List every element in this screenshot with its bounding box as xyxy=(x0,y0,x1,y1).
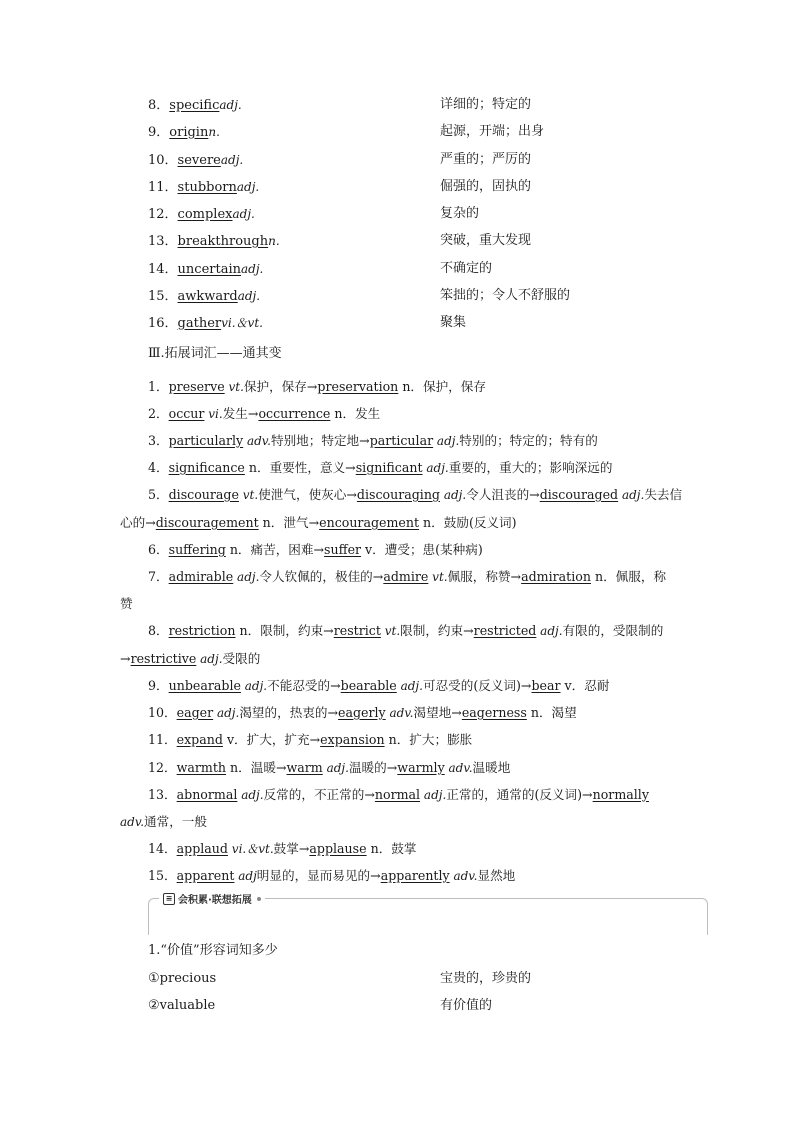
ext-word: abnormal xyxy=(176,787,238,802)
ext-text: 9． xyxy=(148,678,169,693)
ext-text: 11． xyxy=(148,732,177,747)
vocab-pos: adj. xyxy=(219,98,242,112)
vocab-number: 13． xyxy=(148,234,178,249)
ext-word: warm xyxy=(286,760,323,775)
tip-box xyxy=(148,893,708,935)
vocab-term xyxy=(148,150,243,171)
ext-line xyxy=(120,754,680,782)
ext-text: adj. xyxy=(396,679,423,693)
assoc-title: 1.“价值”形容词知多少 xyxy=(148,943,278,958)
ext-word: suffer xyxy=(324,542,362,557)
ext-text: n．重要性，意义→ xyxy=(244,460,356,475)
vocab-number: 14． xyxy=(148,262,178,277)
vocab-pos: adj. xyxy=(241,262,264,276)
vocab-number: 10． xyxy=(148,153,178,168)
ext-text: adv. xyxy=(444,761,473,775)
ext-text: adv. xyxy=(120,815,145,829)
ext-line xyxy=(120,400,680,428)
ext-line xyxy=(120,645,680,673)
ext-text: 鼓掌→ xyxy=(273,841,310,856)
assoc-row xyxy=(148,969,668,989)
ext-word: particularly xyxy=(168,433,244,448)
vocab-word: uncertain xyxy=(177,262,241,277)
ext-line xyxy=(120,509,680,536)
ext-line xyxy=(120,617,680,645)
vocab-word: origin xyxy=(169,125,209,140)
vocab-pos: adj. xyxy=(236,180,260,194)
ext-line xyxy=(120,454,680,482)
vocab-meaning: 倔强的，固执的 xyxy=(440,179,532,194)
ext-text: n．限制，约束→ xyxy=(235,623,334,638)
ext-text: 渴望的，热衷的→ xyxy=(239,705,339,720)
ext-line xyxy=(120,808,680,836)
vocab-meaning: 笨拙的；令人不舒服的 xyxy=(440,288,571,303)
ext-text: 温暖的→ xyxy=(348,760,398,775)
ext-text: 佩服，称赞→ xyxy=(447,569,522,584)
ext-line xyxy=(120,563,680,591)
ext-text: 特别地；特定地→ xyxy=(270,433,370,448)
ext-text: adj. xyxy=(420,788,447,802)
ext-text: 7． xyxy=(148,569,169,584)
ext-line xyxy=(120,781,680,809)
ext-text: adj. xyxy=(322,761,349,775)
ext-text: n．扩大；膨胀 xyxy=(384,732,473,747)
ext-text: 显然地 xyxy=(477,868,516,883)
ext-text: v．遭受；患(某种病) xyxy=(361,542,483,557)
ext-text: 渴望地→ xyxy=(413,705,462,720)
vocab-number: 8． xyxy=(148,98,170,113)
ext-word: expansion xyxy=(320,732,385,747)
ext-text: n．温暖→ xyxy=(226,760,287,775)
ext-text: 12． xyxy=(148,760,177,775)
ext-text: 特别的；特定的；特有的 xyxy=(459,433,598,448)
vocab-term xyxy=(148,177,259,198)
ext-line xyxy=(120,373,680,401)
vocab-number: 12． xyxy=(148,207,178,222)
ext-line xyxy=(120,672,680,700)
ext-word: restrictive xyxy=(130,651,197,666)
vocab-term xyxy=(148,286,260,307)
vocab-meaning: 起源，开端；出身 xyxy=(440,124,545,139)
ext-text: 不能忍受的→ xyxy=(267,678,341,693)
ext-text: adj xyxy=(234,869,257,883)
vocab-meaning: 不确定的 xyxy=(440,261,493,276)
ext-text: 令人钦佩的，极佳的→ xyxy=(259,569,384,584)
ext-text: n．泄气→ xyxy=(258,515,320,530)
vocab-word: gather xyxy=(177,316,222,331)
ext-text: adj. xyxy=(233,570,260,584)
ext-text: 1． xyxy=(148,379,169,394)
ext-word: eager xyxy=(176,705,214,720)
vocab-number: 9． xyxy=(148,125,170,140)
ext-text: 心的→ xyxy=(120,515,156,530)
ext-text: 13． xyxy=(148,787,177,802)
ext-word: restrict xyxy=(333,623,381,638)
ext-text: 使泄气，使灰心→ xyxy=(258,487,357,502)
vocab-row xyxy=(148,95,668,115)
vocab-pos: adj. xyxy=(220,153,244,167)
ext-text: vi.＆vt. xyxy=(227,842,274,856)
vocab-word: severe xyxy=(177,153,221,168)
ext-word: discouraging xyxy=(356,487,440,502)
ext-word: applause xyxy=(309,841,367,856)
ext-word: warmth xyxy=(176,760,227,775)
ext-word: admirable xyxy=(168,569,234,584)
ext-text: 5． xyxy=(148,487,169,502)
ext-text: 通常，一般 xyxy=(144,814,207,829)
ext-word: occur xyxy=(168,406,205,421)
ext-text: adj. xyxy=(240,679,268,693)
vocab-term xyxy=(148,204,255,225)
ext-word: preserve xyxy=(168,379,225,394)
vocab-meaning: 复杂的 xyxy=(440,206,480,221)
ext-text: 明显的，显而易见的→ xyxy=(256,868,381,883)
vocab-row xyxy=(148,286,668,306)
ext-word: restriction xyxy=(168,623,236,638)
ext-text: 6． xyxy=(148,542,169,557)
ext-text: 2． xyxy=(148,406,169,421)
ext-text: adj. xyxy=(422,461,449,475)
vocab-meaning: 聚集 xyxy=(440,315,467,330)
ext-text: vt. xyxy=(428,570,448,584)
ext-text: 令人沮丧的→ xyxy=(466,487,540,502)
vocab-word: awkward xyxy=(177,289,238,304)
ext-text: n．痛苦，困难→ xyxy=(225,542,325,557)
ext-word: eagerly xyxy=(338,705,386,720)
ext-text: 3． xyxy=(148,433,169,448)
vocab-term xyxy=(148,122,220,143)
ext-text: adj. xyxy=(440,488,467,502)
ext-text: 重要的，重大的；影响深远的 xyxy=(448,460,613,475)
vocab-meaning: 详细的；特定的 xyxy=(440,97,532,112)
ext-text: 4． xyxy=(148,460,169,475)
ext-text: 正常的，通常的(反义词)→ xyxy=(446,787,593,802)
assoc-meaning: 宝贵的，珍贵的 xyxy=(440,971,532,986)
ext-word: discouragement xyxy=(155,515,259,530)
ext-text: vt. xyxy=(380,624,401,638)
ext-text: 失去信 xyxy=(644,487,683,502)
ext-text: adv. xyxy=(449,869,478,883)
ext-word: bear xyxy=(531,678,561,693)
assoc-word: ②valuable xyxy=(148,998,216,1013)
ext-text: n．保护，保存 xyxy=(398,379,486,394)
ext-line xyxy=(120,835,680,863)
ext-text: n．佩服，称 xyxy=(590,569,667,584)
vocab-pos: adj. xyxy=(232,207,255,221)
ext-word: bearable xyxy=(340,678,397,693)
assoc-meaning: 有价值的 xyxy=(440,998,493,1013)
vocab-pos: n. xyxy=(268,234,280,248)
ext-line xyxy=(120,536,680,563)
ext-text: adj. xyxy=(536,624,563,638)
vocab-pos: adj. xyxy=(237,289,261,303)
vocab-term xyxy=(148,313,263,334)
ext-word: discourage xyxy=(168,487,239,502)
ext-line xyxy=(120,590,680,617)
tip-label xyxy=(159,891,265,906)
ext-text: vt. xyxy=(238,488,259,502)
ext-text: n．发生 xyxy=(330,406,381,421)
ext-text: n．鼓掌 xyxy=(366,841,417,856)
vocab-number: 16． xyxy=(148,316,178,331)
vocab-word: breakthrough xyxy=(177,234,269,249)
vocab-row xyxy=(148,231,668,251)
ext-text: → xyxy=(120,651,131,666)
vocab-term xyxy=(148,259,263,280)
ext-word: apparently xyxy=(380,868,450,883)
vocab-row xyxy=(148,313,668,333)
ext-text: adj. xyxy=(618,488,645,502)
vocab-term xyxy=(148,231,280,252)
ext-word: normally xyxy=(592,787,649,802)
ext-word: significance xyxy=(168,460,245,475)
assoc-row xyxy=(148,996,668,1016)
ext-text: adv. xyxy=(385,706,414,720)
vocab-row xyxy=(148,259,668,279)
ext-text: 温暖地 xyxy=(472,760,511,775)
ext-text: v．扩大，扩充→ xyxy=(222,732,321,747)
vocab-row xyxy=(148,122,668,142)
ext-line xyxy=(120,699,680,727)
ext-text: 反常的，不正常的→ xyxy=(263,787,375,802)
ext-word: suffering xyxy=(168,542,226,557)
vocab-word: stubborn xyxy=(177,180,237,195)
vocab-number: 11． xyxy=(148,180,178,195)
ext-text: vt. xyxy=(224,380,244,394)
vocab-number: 15． xyxy=(148,289,178,304)
ext-word: discouraged xyxy=(539,487,619,502)
ext-line xyxy=(120,726,680,753)
ext-word: unbearable xyxy=(168,678,241,693)
ext-text: 有限的，受限制的 xyxy=(562,623,664,638)
ext-text: adj. xyxy=(196,652,223,666)
note-icon: ≡ xyxy=(163,893,175,905)
ext-word: warmly xyxy=(397,760,445,775)
section-title: Ⅲ.拓展词汇——通其变 xyxy=(148,346,282,361)
assoc-word: ①precious xyxy=(148,971,217,986)
ext-word: expand xyxy=(176,732,223,747)
ext-word: particular xyxy=(369,433,434,448)
ext-text: 15． xyxy=(148,868,177,883)
ext-word: restricted xyxy=(473,623,537,638)
ext-line xyxy=(120,862,680,890)
ext-text: 赞 xyxy=(120,596,133,611)
ext-word: encouragement xyxy=(319,515,420,530)
ext-text: adj. xyxy=(237,788,264,802)
vocab-word: complex xyxy=(177,207,233,222)
ext-word: admiration xyxy=(521,569,591,584)
ext-word: admire xyxy=(383,569,429,584)
ext-word: normal xyxy=(374,787,421,802)
ext-text: 可忍受的(反义词)→ xyxy=(422,678,532,693)
tip-label-text: 会积累·联想拓展 xyxy=(178,895,252,906)
vocab-meaning: 严重的；严厉的 xyxy=(440,152,532,167)
ext-text: 发生→ xyxy=(222,406,259,421)
vocab-row xyxy=(148,204,668,224)
vocab-word: specific xyxy=(169,98,220,113)
ext-word: preservation xyxy=(317,379,399,394)
vocab-row xyxy=(148,150,668,170)
vocab-pos: n. xyxy=(208,125,220,139)
dot-icon xyxy=(257,897,261,901)
ext-text: 受限的 xyxy=(222,651,261,666)
ext-text: adv. xyxy=(243,434,271,448)
ext-word: occurrence xyxy=(258,406,331,421)
ext-text: adj. xyxy=(213,706,240,720)
ext-text: 14． xyxy=(148,841,177,856)
vocab-term xyxy=(148,95,242,116)
ext-line xyxy=(120,427,680,455)
ext-text: 8． xyxy=(148,623,169,638)
ext-text: n．鼓励(反义词) xyxy=(419,515,517,530)
ext-line xyxy=(120,481,683,509)
vocab-pos: vi.＆vt. xyxy=(221,316,263,330)
ext-word: eagerness xyxy=(461,705,527,720)
vocab-row xyxy=(148,177,668,197)
ext-word: apparent xyxy=(176,868,235,883)
ext-text: vi. xyxy=(204,407,223,421)
ext-text: 限制，约束→ xyxy=(400,623,474,638)
ext-text: adj. xyxy=(433,434,460,448)
ext-word: applaud xyxy=(176,841,228,856)
vocab-meaning: 突破，重大发现 xyxy=(440,233,532,248)
ext-text: v．忍耐 xyxy=(560,678,610,693)
ext-text: 保护，保存→ xyxy=(243,379,318,394)
ext-text: 10． xyxy=(148,705,177,720)
ext-text: n．渴望 xyxy=(526,705,577,720)
ext-word: significant xyxy=(355,460,423,475)
